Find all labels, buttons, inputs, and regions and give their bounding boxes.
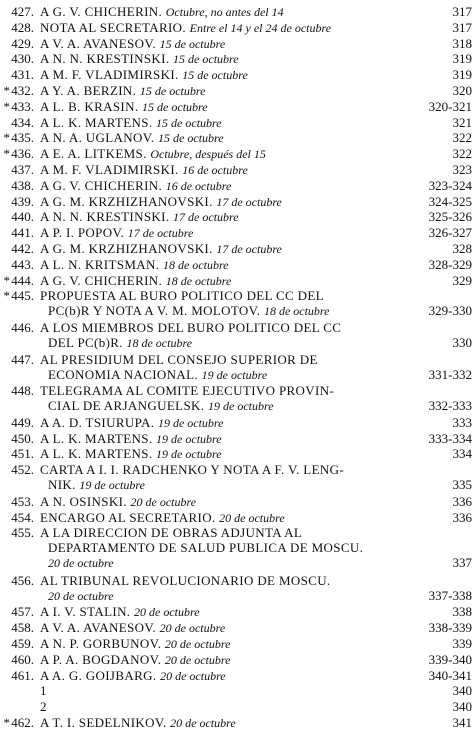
entry-line [0, 367, 474, 382]
entry-title [40, 668, 226, 684]
entry-number: 450. [11, 430, 34, 446]
entry-number: 453. [11, 493, 34, 509]
entry-title-text: DEPARTAMENTO DE SALUD PUBLICA DE MOSCU. [48, 540, 364, 556]
toc-entry [0, 494, 474, 509]
entry-number: 437. [11, 162, 34, 177]
entry-title [48, 398, 274, 414]
entry-title [40, 683, 47, 698]
entry-date: 16 de octubre [165, 178, 232, 193]
entry-line [0, 604, 474, 619]
entry-title [40, 67, 248, 83]
page-number: 317 [452, 19, 472, 35]
entry-title [40, 257, 229, 273]
entry-title-text: A N. N. KRESTINSKI. [40, 209, 170, 225]
page-number: 320-321 [428, 98, 472, 114]
entry-number: 448. [11, 383, 34, 399]
entry-date: 19 de octubre [157, 415, 224, 430]
entry-date: 15 de octubre [156, 115, 222, 130]
entry-title-text: A M. F. VLADIMIRSKI. [40, 67, 179, 83]
entry-title-text: CIAL DE ARJANGUELSK. [48, 398, 205, 414]
entry-title-text: A L. N. KRITSMAN. [40, 256, 160, 272]
entry-title [40, 431, 222, 447]
entry-date: 20 de octubre [160, 668, 226, 683]
entry-title [40, 352, 318, 367]
entry-line [0, 51, 474, 66]
entry-line [0, 178, 474, 193]
entry-title-text: A Y. A. BERZIN. [40, 83, 137, 98]
toc-entry [0, 510, 474, 525]
toc-entry [0, 383, 474, 413]
entry-title [40, 652, 230, 668]
entry-line [0, 99, 474, 114]
entry-line [0, 620, 474, 635]
entry-number: 434. [11, 114, 34, 130]
page-number: 340-341 [428, 667, 472, 683]
entry-title-text: A A. G. GOIJBARG. [40, 667, 157, 683]
entry-title [40, 525, 302, 540]
entry-line [0, 20, 474, 35]
entry-line [0, 130, 474, 145]
entry-title [40, 715, 236, 731]
entry-title-text: A P. A. BOGDANOV. [40, 651, 162, 667]
entry-number: 447. [11, 351, 34, 367]
page-number: 317 [452, 4, 472, 19]
entry-line [0, 540, 474, 555]
entry-title-text: CARTA A I. I. RADCHENKO Y NOTA A F. V. LENG- [40, 462, 345, 478]
asterisk-marker: * [3, 98, 10, 114]
toc-entry [0, 415, 474, 430]
page-number: 323 [452, 162, 472, 177]
entry-line [0, 588, 474, 603]
page-number: 339 [452, 636, 472, 651]
entry-title [40, 146, 266, 162]
entry-date: 20 de octubre [48, 588, 114, 603]
toc-entry [0, 225, 474, 240]
asterisk-marker: * [3, 83, 10, 98]
entry-line [0, 36, 474, 51]
page-number: 319 [452, 51, 472, 67]
entry-line [0, 335, 474, 350]
entry-title [40, 130, 224, 146]
entry-line [0, 241, 474, 256]
entry-number: 435. [11, 130, 34, 146]
entry-date: 15 de octubre [139, 84, 206, 98]
page-number: 319 [452, 67, 472, 83]
toc-entry [0, 652, 474, 667]
entry-title [40, 83, 205, 99]
entry-line [0, 683, 474, 698]
entry-number: 443. [11, 256, 34, 272]
toc-entry [0, 209, 474, 224]
entry-line [0, 67, 474, 82]
entry-date: 17 de octubre [127, 226, 194, 241]
entry-date: 20 de octubre [170, 716, 236, 730]
page-number: 328 [452, 241, 472, 256]
entry-title-text: A I. V. STALIN. [40, 604, 131, 620]
entry-line [0, 636, 474, 651]
entry-date: 20 de octubre [159, 621, 226, 636]
toc-entry [0, 241, 474, 256]
entry-title-text: A T. I. SEDELNIKOV. [40, 715, 167, 730]
entry-title-text: A V. A. AVANESOV. [40, 620, 157, 636]
entry-title [48, 367, 267, 383]
page-number: 322 [452, 130, 472, 146]
page-number: 324-325 [428, 193, 472, 209]
entry-title [40, 51, 239, 67]
entry-title [40, 273, 231, 289]
toc-entry [0, 130, 474, 145]
entry-date: 19 de octubre [201, 367, 268, 382]
entry-title [40, 415, 223, 431]
entry-number: 456. [11, 572, 34, 588]
toc-entry [0, 67, 474, 82]
entry-title [40, 699, 47, 714]
entry-title [40, 209, 239, 225]
entry-date: 18 de octubre [126, 336, 193, 350]
entry-title [48, 303, 329, 319]
toc-entry [0, 699, 474, 714]
toc-entry [0, 51, 474, 66]
entry-title [40, 115, 222, 131]
entry-line [0, 303, 474, 318]
entry-title [40, 241, 282, 257]
entry-line [0, 83, 474, 98]
entry-title [48, 540, 363, 555]
entry-line [0, 162, 474, 177]
entry-date: 20 de octubre [164, 652, 231, 667]
entry-number: 460. [11, 651, 34, 667]
page-number: 330 [452, 335, 472, 350]
entry-date: 15 de octubre [173, 52, 239, 67]
entry-number: 462. [11, 715, 34, 730]
entry-line [0, 462, 474, 477]
entry-title [40, 620, 225, 636]
page-number: 323-324 [428, 177, 472, 193]
entry-line [0, 398, 474, 413]
entry-title [40, 446, 222, 462]
entry-title-text: NIK. [48, 477, 76, 493]
entry-line [0, 115, 474, 130]
entry-line [0, 383, 474, 398]
entry-title-text: A P. I. POPOV. [40, 225, 125, 241]
entry-number: 441. [11, 225, 34, 241]
entry-title-text: A E. A. LITKEMS. [40, 146, 147, 162]
page-number: 322 [452, 146, 472, 162]
entry-line [0, 555, 474, 570]
entry-title-text: A L. B. KRASIN. [40, 98, 139, 114]
entry-title [40, 288, 324, 303]
entry-number: 429. [11, 35, 34, 51]
entry-title-text: A LOS MIEMBROS DEL BURO POLITICO DEL CC [40, 320, 342, 335]
toc-entry [0, 273, 474, 288]
page-number: 336 [452, 493, 472, 509]
toc-entry [0, 352, 474, 382]
toc-entry [0, 320, 474, 350]
entry-line [0, 146, 474, 161]
toc-entry [0, 257, 474, 272]
entry-line [0, 4, 474, 19]
entry-date: 18 de octubre [165, 273, 232, 288]
entry-line [0, 446, 474, 461]
page-number: 340 [452, 699, 472, 715]
entry-date: 18 de octubre [263, 304, 330, 319]
entry-date: 19 de octubre [156, 431, 222, 446]
toc-entry [0, 715, 474, 730]
entry-title [40, 383, 334, 398]
entry-line [0, 225, 474, 240]
entry-title-text: A N. N. KRESTINSKI. [40, 51, 170, 67]
toc-entry [0, 525, 474, 570]
entry-title [40, 510, 285, 526]
toc-entry [0, 288, 474, 318]
page-number: 338-339 [428, 620, 472, 636]
entry-date: 19 de octubre [208, 399, 274, 414]
entry-number: 461. [11, 667, 34, 683]
entry-title-text: A L. K. MARTENS. [40, 446, 153, 462]
entry-title [48, 477, 145, 493]
entry-number: 445. [11, 288, 34, 304]
entry-number: 454. [11, 509, 34, 525]
entry-title-text: A N. OSINSKI. [40, 493, 127, 509]
entry-date: 17 de octubre [216, 242, 282, 256]
toc-entry [0, 683, 474, 698]
entry-number: 439. [11, 193, 34, 209]
entry-number: 459. [11, 636, 34, 651]
asterisk-marker: * [3, 272, 10, 288]
page-number: 329 [452, 272, 472, 288]
entry-line [0, 668, 474, 683]
entry-title-text: A M. F. VLADIMIRSKI. [40, 162, 179, 177]
entry-title [40, 320, 341, 335]
entry-number: 444. [11, 272, 34, 288]
toc-entry [0, 668, 474, 683]
page-number: 332-333 [428, 398, 472, 414]
entry-number: 442. [11, 241, 34, 256]
entry-date: 15 de octubre [182, 68, 248, 83]
entry-title [40, 494, 196, 510]
toc-entry [0, 162, 474, 177]
entry-number: 436. [11, 146, 34, 162]
entry-number: 433. [11, 98, 34, 114]
entry-title-text: A A. D. TSIURUPA. [40, 414, 155, 430]
entry-date: 17 de octubre [216, 194, 282, 209]
entry-date: 15 de octubre [158, 131, 224, 146]
entry-title [40, 225, 193, 241]
entry-date: 16 de octubre [182, 163, 248, 177]
entry-date: Entre el 14 y el 24 de octubre [189, 20, 332, 35]
entry-title-text: A N. A. UGLANOV. [40, 130, 155, 146]
entry-line [0, 477, 474, 492]
page-number: 335 [452, 477, 472, 493]
asterisk-marker: * [3, 130, 10, 146]
page-number: 340 [452, 683, 472, 699]
entry-title-text: A V. A. AVANESOV. [40, 35, 157, 51]
asterisk-marker: * [3, 715, 10, 730]
asterisk-marker: * [3, 146, 10, 162]
page-number: 334 [452, 446, 472, 462]
entry-title [48, 588, 114, 604]
entry-number: 440. [11, 209, 34, 225]
entry-title [40, 573, 331, 588]
entry-line [0, 320, 474, 335]
page-number: 333 [452, 414, 472, 430]
entry-date: 20 de octubre [130, 494, 197, 509]
entry-line [0, 352, 474, 367]
toc-entry [0, 146, 474, 161]
asterisk-marker: * [3, 288, 10, 304]
page-number: 329-330 [428, 303, 472, 319]
toc-entry [0, 446, 474, 461]
entry-line [0, 699, 474, 714]
entry-title-text: ENCARGO AL SECRETARIO. [40, 509, 216, 525]
toc-entry [0, 99, 474, 114]
entry-title [40, 4, 284, 20]
entry-title-text: 2 [40, 699, 47, 715]
entry-number: 428. [11, 19, 34, 35]
entry-title [40, 462, 344, 477]
entry-title-text: A G. M. KRZHIZHANOVSKI. [40, 241, 213, 256]
entry-number: 427. [11, 4, 34, 19]
entry-line [0, 194, 474, 209]
entry-date: 20 de octubre [134, 605, 200, 620]
entry-title [40, 194, 282, 210]
entry-title [40, 99, 208, 115]
toc-entry [0, 178, 474, 193]
entry-number: 431. [11, 67, 34, 83]
page-number: 320 [452, 83, 472, 98]
entry-date: 15 de octubre [159, 36, 226, 51]
entry-title-text: PROPUESTA AL BURO POLITICO DEL CC DEL [40, 288, 324, 304]
entry-number: 449. [11, 414, 34, 430]
entry-date: 17 de octubre [173, 210, 239, 225]
entry-title [40, 162, 248, 178]
toc-entry [0, 573, 474, 603]
entry-number: 457. [11, 604, 34, 620]
entry-title-text: NOTA AL SECRETARIO. [40, 19, 187, 35]
entry-line [0, 431, 474, 446]
entry-line [0, 273, 474, 288]
entry-number: 455. [11, 525, 34, 541]
entry-number: 451. [11, 446, 34, 462]
toc-entry [0, 4, 474, 19]
toc-entry [0, 20, 474, 35]
entry-title-text: A G. V. CHICHERIN. [40, 272, 163, 288]
entry-date: 19 de octubre [156, 447, 222, 462]
entry-title [40, 36, 225, 52]
entry-title [40, 178, 231, 194]
toc-entry [0, 83, 474, 98]
entry-title-text: DEL PC(b)R. [48, 335, 123, 350]
entry-date: 20 de octubre [164, 637, 231, 651]
entry-title-text: ECONOMIA NACIONAL. [48, 366, 199, 382]
entry-title [48, 335, 192, 351]
entry-number: 430. [11, 51, 34, 67]
entry-line [0, 415, 474, 430]
entry-date: 15 de octubre [142, 99, 208, 114]
entry-line [0, 715, 474, 730]
page-number: 338 [452, 604, 472, 620]
page-number: 325-326 [428, 209, 472, 225]
toc-entry [0, 36, 474, 51]
entry-title-text: TELEGRAMA AL COMITE EJECUTIVO PROVIN- [40, 383, 335, 399]
entry-title-text: A G. M. KRZHIZHANOVSKI. [40, 193, 213, 209]
entry-line [0, 510, 474, 525]
toc-entry [0, 431, 474, 446]
entry-title-text: 1 [40, 683, 47, 699]
toc-entry [0, 636, 474, 651]
entry-date: 20 de octubre [48, 556, 114, 571]
entry-title [40, 20, 331, 36]
entry-title-text: A L. K. MARTENS. [40, 114, 153, 130]
toc-entry [0, 620, 474, 635]
toc-entry [0, 115, 474, 130]
entry-title-text: A N. P. GORBUNOV. [40, 636, 162, 651]
entry-title-text: PC(b)R Y NOTA A V. M. MOLOTOV. [48, 303, 261, 319]
entry-line [0, 652, 474, 667]
page-number: 336 [452, 509, 472, 525]
entry-date: Octubre, después del 15 [150, 147, 266, 162]
entry-title-text: AL TRIBUNAL REVOLUCIONARIO DE MOSCU. [40, 572, 331, 588]
entry-line [0, 494, 474, 509]
entry-date: 18 de octubre [162, 257, 229, 272]
toc-entry [0, 194, 474, 209]
entry-title-text: A G. V. CHICHERIN. [40, 4, 163, 19]
entry-title-text: AL PRESIDIUM DEL CONSEJO SUPERIOR DE [40, 351, 318, 367]
entry-title-text: A LA DIRECCION DE OBRAS ADJUNTA AL [40, 525, 303, 541]
page-number: 339-340 [428, 651, 472, 667]
entry-title-text: A L. K. MARTENS. [40, 430, 153, 446]
toc-entry [0, 462, 474, 492]
entry-number: 452. [11, 462, 34, 478]
toc-entry [0, 604, 474, 619]
entry-line [0, 288, 474, 303]
page-number: 341 [452, 715, 472, 730]
page-number: 337 [452, 555, 472, 571]
page-number: 337-338 [428, 587, 472, 603]
entry-date: Octubre, no antes del 14 [165, 5, 284, 19]
entry-line [0, 257, 474, 272]
entry-date: 19 de octubre [79, 478, 145, 493]
entry-title [40, 636, 230, 652]
entry-number: 446. [11, 320, 34, 335]
entry-number: 458. [11, 620, 34, 636]
entry-title-text: A G. V. CHICHERIN. [40, 177, 163, 193]
page-number: 326-327 [428, 225, 472, 241]
entry-number: 432. [11, 83, 34, 98]
page-number: 333-334 [428, 430, 472, 446]
entry-line [0, 573, 474, 588]
page-number: 328-329 [428, 256, 472, 272]
entry-date: 20 de octubre [219, 510, 285, 525]
entry-title [40, 604, 200, 620]
entry-line [0, 209, 474, 224]
entry-number: 438. [11, 177, 34, 193]
page-number: 331-332 [428, 366, 472, 382]
page-number: 318 [452, 35, 472, 51]
entry-title [48, 555, 114, 571]
page-number: 321 [452, 114, 472, 130]
entry-line [0, 525, 474, 540]
